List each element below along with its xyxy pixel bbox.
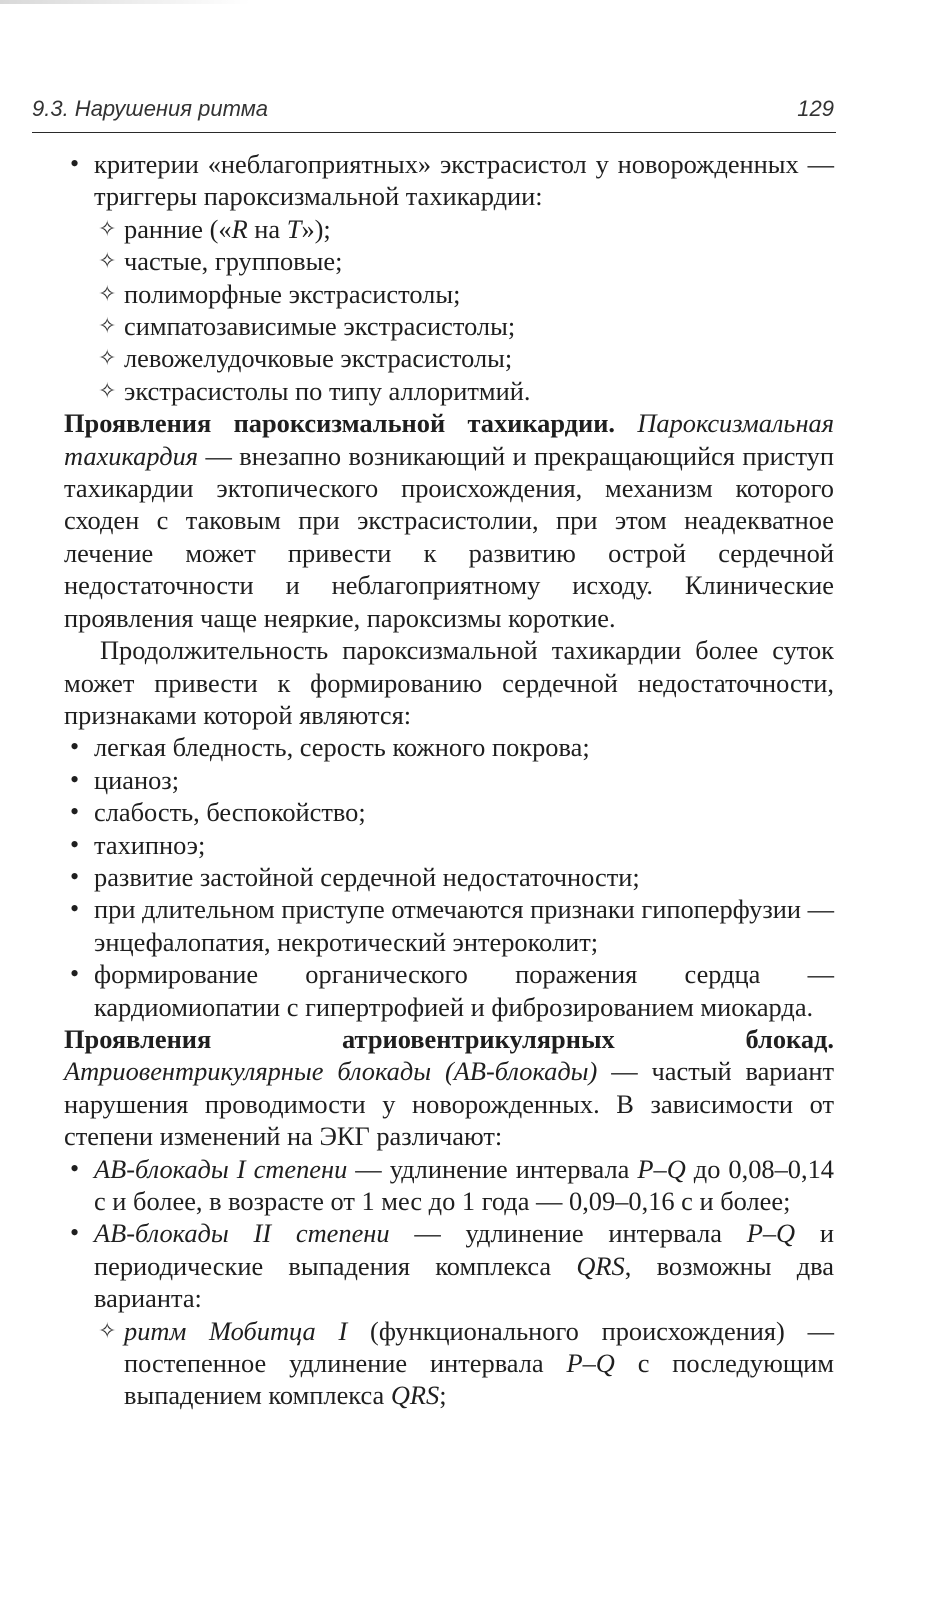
intro-list (64, 148, 834, 213)
sub-item-text: симпатозависимые экстрасистолы; (124, 311, 516, 342)
complex-qrs: QRS (576, 1250, 625, 1281)
list-item-text: при длительном приступе отмечаются признаки гипоперфузии — энцефалопатия, некротический энтероколит; (94, 894, 834, 957)
diamond-bullet-icon: ✧ (98, 248, 117, 274)
sub-list-item (64, 278, 834, 310)
sub-item-text-before: ранние (« (124, 213, 232, 244)
list-item (64, 148, 834, 213)
sub-list-item (64, 245, 834, 277)
list-item (64, 1217, 834, 1314)
bullet-icon: • (70, 732, 80, 762)
sub-list-item (64, 375, 834, 407)
list-item-text: слабость, беспокойство; (94, 797, 366, 828)
sub-item-text: левожелудочковые экстрасистолы; (124, 343, 513, 374)
sub-item-text: частые, групповые; (124, 246, 343, 277)
paragraph-duration: Продолжительность пароксизмальной тахикардии более суток может привести к формированию сердечной недостаточности, признаками которой являются: (64, 635, 834, 730)
bullet-icon: • (70, 149, 80, 178)
sub-list-item (64, 310, 834, 342)
list-item (64, 796, 834, 828)
diamond-bullet-icon: ✧ (98, 345, 117, 371)
diamond-bullet-icon: ✧ (98, 377, 117, 403)
run-in-heading-pt: Проявления пароксизмальной тахикардии. (64, 408, 616, 439)
wave-r-label: R (231, 213, 248, 244)
sub-list-item (64, 1315, 834, 1412)
paragraph-pt-text: — внезапно возникающий и прекращающийся приступ тахикардии эктопического происхождения, механизм которого сходен с таковым при экстрасистолии, при этом неадекватное лечение может привести к развитию острой сердечной недостаточности и неблагоприятному исходу. Клинические проявления чаще неяркие, пароксизмы короткие. (64, 440, 834, 633)
interval-pq: P–Q (566, 1348, 615, 1379)
criteria-sublist (64, 213, 834, 407)
bullet-icon: • (70, 829, 80, 859)
bullet-icon: • (70, 861, 80, 891)
term-av: Атриовентрикулярные блокады (АВ-блокады) (64, 1056, 598, 1087)
list-item-text: формирование органического поражения сердца — кардиомиопатии с гипертрофией и фиброзированием миокарда. (94, 959, 834, 1022)
body-text (64, 148, 834, 1412)
av-list (64, 1153, 834, 1315)
sub-item-text: экстрасистолы по типу аллоритмий. (124, 375, 531, 406)
mobitz-term: ритм Мобитца I (124, 1315, 348, 1346)
mobitz-text: с последующим выпадением комплекса (124, 1348, 834, 1411)
sub-item-text: полиморфные экстрасистолы; (124, 278, 461, 309)
bullet-icon: • (70, 959, 80, 989)
av-term: АВ-блокады I степени (94, 1153, 348, 1184)
bullet-icon: • (70, 797, 80, 827)
list-item-text: цианоз; (94, 764, 180, 795)
wave-t-label: T (286, 213, 302, 244)
section-title: 9.3. Нарушения ритма (32, 96, 269, 121)
av-text: и периодические выпадения комплекса (94, 1218, 834, 1281)
mobitz-text: ; (439, 1380, 447, 1411)
diamond-bullet-icon: ✧ (98, 313, 117, 339)
paragraph-av-text: — частый вариант нарушения проводимости у новорожденных. В зависимости от степени изменений на ЭКГ различают: (64, 1056, 834, 1152)
bullet-icon: • (70, 1153, 80, 1183)
page-number: 129 (797, 96, 834, 121)
list-item-text: легкая бледность, серость кожного покрова; (94, 732, 590, 763)
diamond-bullet-icon: ✧ (98, 1317, 117, 1343)
sub-list-item (64, 213, 834, 245)
complex-qrs: QRS (390, 1380, 440, 1411)
diamond-bullet-icon: ✧ (98, 280, 117, 306)
list-item (64, 1153, 834, 1218)
paragraph-av (64, 1023, 834, 1153)
list-item-text: критерии «неблагоприятных» экстрасистол у новорожденных — триггеры пароксизмальной тахикардии: (94, 149, 834, 212)
list-item (64, 764, 834, 796)
av-term: АВ-блокады II степени (94, 1218, 390, 1249)
interval-pq: P–Q (746, 1218, 796, 1249)
mobitz-text: (функционального происхождения) — постепенное удлинение интервала (124, 1315, 834, 1379)
av-text: — удлинение интервала (347, 1153, 638, 1184)
sub-list-item (64, 342, 834, 374)
bullet-icon: • (70, 764, 80, 794)
mobitz-sublist (64, 1315, 834, 1412)
av-text: , возможны два варианта: (94, 1250, 835, 1314)
paragraph-pt (64, 407, 834, 634)
interval-pq: P–Q (637, 1153, 686, 1184)
run-in-heading-av: Проявления атриовентрикулярных блокад. (64, 1023, 834, 1054)
list-item (64, 958, 834, 1023)
bullet-icon: • (70, 894, 80, 924)
list-item-text: тахипноэ; (94, 829, 206, 860)
list-item (64, 893, 834, 958)
term-pt: Пароксизмальная тахикардия (64, 408, 834, 471)
signs-list (64, 731, 834, 1023)
diamond-bullet-icon: ✧ (98, 215, 117, 241)
list-item (64, 861, 834, 893)
list-item-text: развитие застойной сердечной недостаточности; (94, 861, 640, 892)
list-item (64, 829, 834, 861)
running-head (32, 92, 836, 133)
av-text: до 0,08–0,14 с и более, в возрасте от 1 мес до 1 года — 0,09–0,16 с и более; (94, 1153, 834, 1216)
av-text: — удлинение интервала (389, 1218, 747, 1249)
list-item (64, 731, 834, 763)
scan-edge-shading (0, 0, 250, 4)
sub-item-text-after: »); (301, 213, 331, 244)
sub-item-text-mid: на (247, 213, 287, 244)
bullet-icon: • (70, 1218, 80, 1248)
